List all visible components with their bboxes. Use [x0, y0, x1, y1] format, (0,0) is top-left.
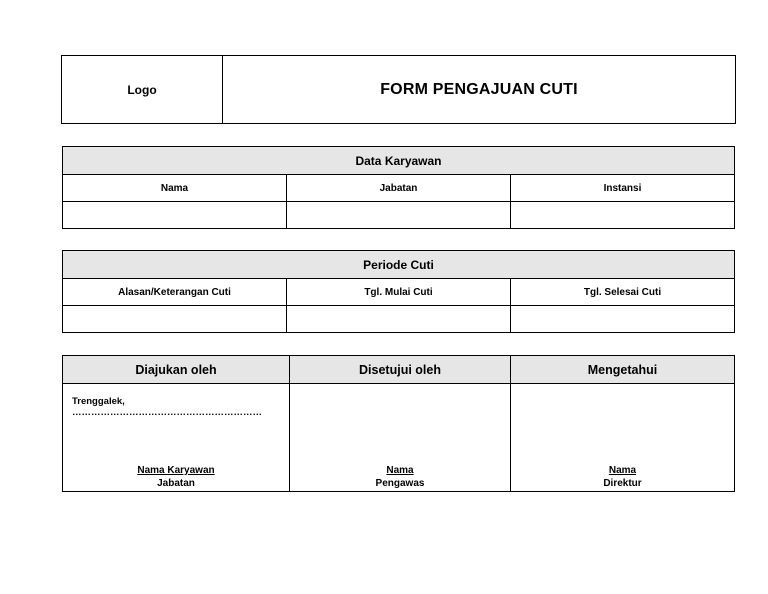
signature-box-diajukan[interactable] [63, 384, 290, 492]
column-header-disetujui: Disetujui oleh [290, 356, 511, 384]
signer-role: Jabatan [157, 478, 195, 489]
nama-field[interactable] [63, 202, 287, 229]
alasan-field[interactable] [63, 306, 287, 333]
data-karyawan-heading: Data Karyawan [63, 147, 735, 175]
signer-block [511, 464, 734, 490]
approval-table [62, 355, 735, 492]
column-header-tgl-selesai: Tgl. Selesai Cuti [511, 279, 735, 306]
signature-box-mengetahui[interactable] [511, 384, 735, 492]
periode-cuti-table [62, 250, 735, 333]
column-header-mengetahui: Mengetahui [511, 356, 735, 384]
form-header [61, 55, 736, 124]
column-header-alasan: Alasan/Keterangan Cuti [63, 279, 287, 306]
column-header-nama: Nama [63, 175, 287, 202]
tgl-selesai-field[interactable] [511, 306, 735, 333]
instansi-field[interactable] [511, 202, 735, 229]
signer-name: Nama [608, 465, 637, 476]
place-date-line: Trenggalek, …………………………………………………… [72, 396, 262, 418]
periode-cuti-heading: Periode Cuti [63, 251, 735, 279]
signer-name: Nama [386, 465, 414, 476]
signer-block [290, 464, 510, 490]
signature-box-disetujui[interactable] [290, 384, 511, 492]
signer-name: Nama Karyawan [137, 465, 215, 476]
column-header-tgl-mulai: Tgl. Mulai Cuti [287, 279, 511, 306]
jabatan-field[interactable] [287, 202, 511, 229]
signer-role: Pengawas [375, 478, 425, 489]
signer-role: Direktur [603, 478, 642, 489]
column-header-jabatan: Jabatan [287, 175, 511, 202]
column-header-diajukan: Diajukan oleh [63, 356, 290, 384]
tgl-mulai-field[interactable] [287, 306, 511, 333]
column-header-instansi: Instansi [511, 175, 735, 202]
form-title: FORM PENGAJUAN CUTI [223, 56, 736, 124]
logo-placeholder: Logo [62, 56, 223, 124]
signer-block [63, 464, 289, 490]
data-karyawan-table [62, 146, 735, 229]
